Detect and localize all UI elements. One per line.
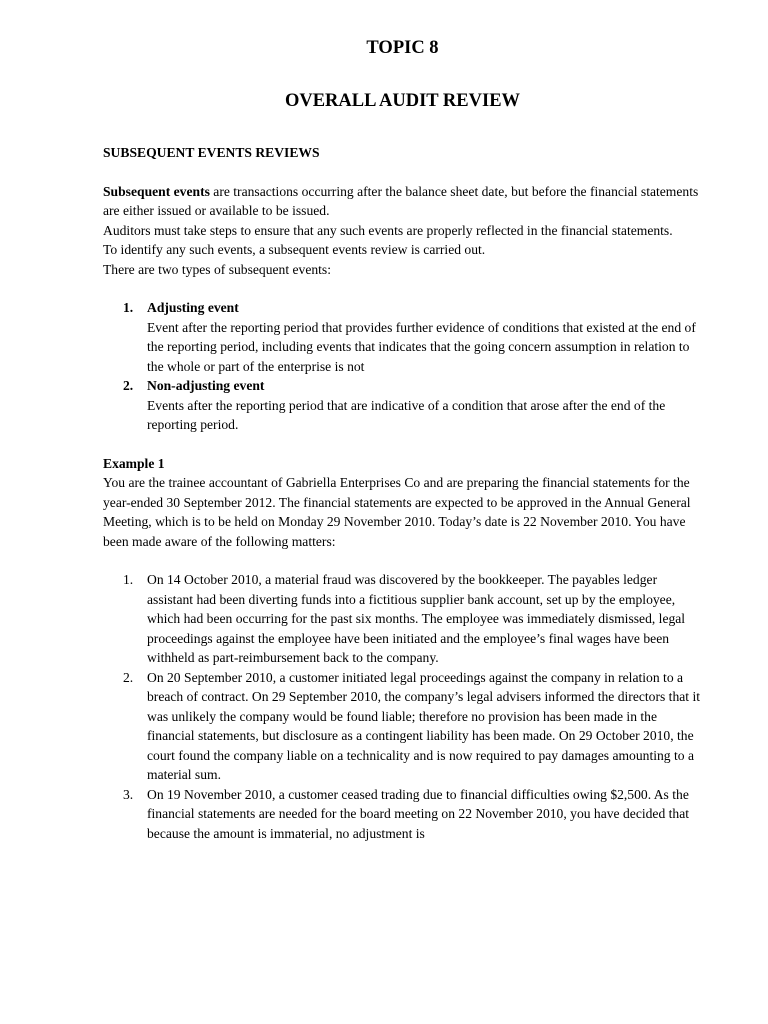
matter-item: [103, 570, 702, 668]
page-title: OVERALL AUDIT REVIEW: [284, 91, 521, 111]
event-type-description: Event after the reporting period that provides further evidence of conditions that existed at the end of the reporting period, including events that indicates that the going concern assumption in relation to the whole or part of the enterprise is not: [147, 319, 696, 374]
matter-number: 3.: [123, 786, 134, 802]
event-type-number: 1.: [123, 300, 134, 315]
intro-paragraph-4: There are two types of subsequent events:: [103, 261, 332, 277]
intro-paragraph-2: Auditors must take steps to ensure that any such events are properly reflected in the financial statements.: [103, 222, 673, 238]
intro-line-1-rest: are transactions occurring after the balance sheet date, but before the financial statements are either issued or available to be issued.: [103, 183, 699, 218]
matter-item: [103, 668, 702, 785]
event-type-number: 2.: [123, 378, 134, 393]
matters-list: [103, 570, 702, 843]
intro-paragraph-1: [103, 182, 702, 221]
example-intro: You are the trainee accountant of Gabriella Enterprises Co and are preparing the financial statements for the year-ended 30 September 2012. The financial statements are expected to be approved in the Annual General Meeting, which is to be held on Monday 29 November 2010. Today’s date is 22 November 2010. You have been made aware of the following matters:: [103, 475, 691, 549]
topic-number: TOPIC 8: [366, 38, 439, 58]
event-type-title: Adjusting event: [147, 300, 239, 315]
event-types-list: [103, 298, 702, 435]
event-type-item: [103, 376, 702, 435]
example-heading: Example 1: [103, 455, 165, 471]
event-type-description: Events after the reporting period that are indicative of a condition that arose after the end of the reporting period.: [147, 397, 666, 432]
intro-paragraph-3: To identify any such events, a subsequent events review is carried out.: [103, 242, 486, 257]
matter-item: [103, 785, 702, 844]
event-type-title: Non-adjusting event: [147, 378, 265, 393]
intro-bold-term: Subsequent events: [103, 183, 210, 199]
matter-text: On 14 October 2010, a material fraud was discovered by the bookkeeper. The payables ledger assistant had been diverting funds into a fictitious supplier bank account, set up by the employee, which had been occurring for the past six months. The employee was immediately dismissed, legal proceedings against the employee have been initiated and the employee’s final wages have been withheld as part-reimbursement back to the company.: [147, 572, 686, 665]
event-type-item: [103, 298, 702, 376]
matter-text: On 20 September 2010, a customer initiated legal proceedings against the company in relation to a breach of contract. On 29 September 2010, the company’s legal advisers informed the directors that it was unlikely the company would be found liable; therefore no provision has been made in the financial statements, but disclosure as a contingent liability has been made. On 29 October 2010, the court found the company liable on a technicality and is now required to pay damages amounting to a material sum.: [147, 669, 701, 782]
matter-number: 1.: [123, 572, 134, 587]
matter-text: On 19 November 2010, a customer ceased trading due to financial difficulties owing $2,500. As the financial statements are needed for the board meeting on 22 November 2010, you have decided that because the amount is immaterial, no adjustment is: [147, 786, 690, 841]
section-heading: SUBSEQUENT EVENTS REVIEWS: [103, 145, 320, 160]
matter-number: 2.: [123, 669, 134, 685]
